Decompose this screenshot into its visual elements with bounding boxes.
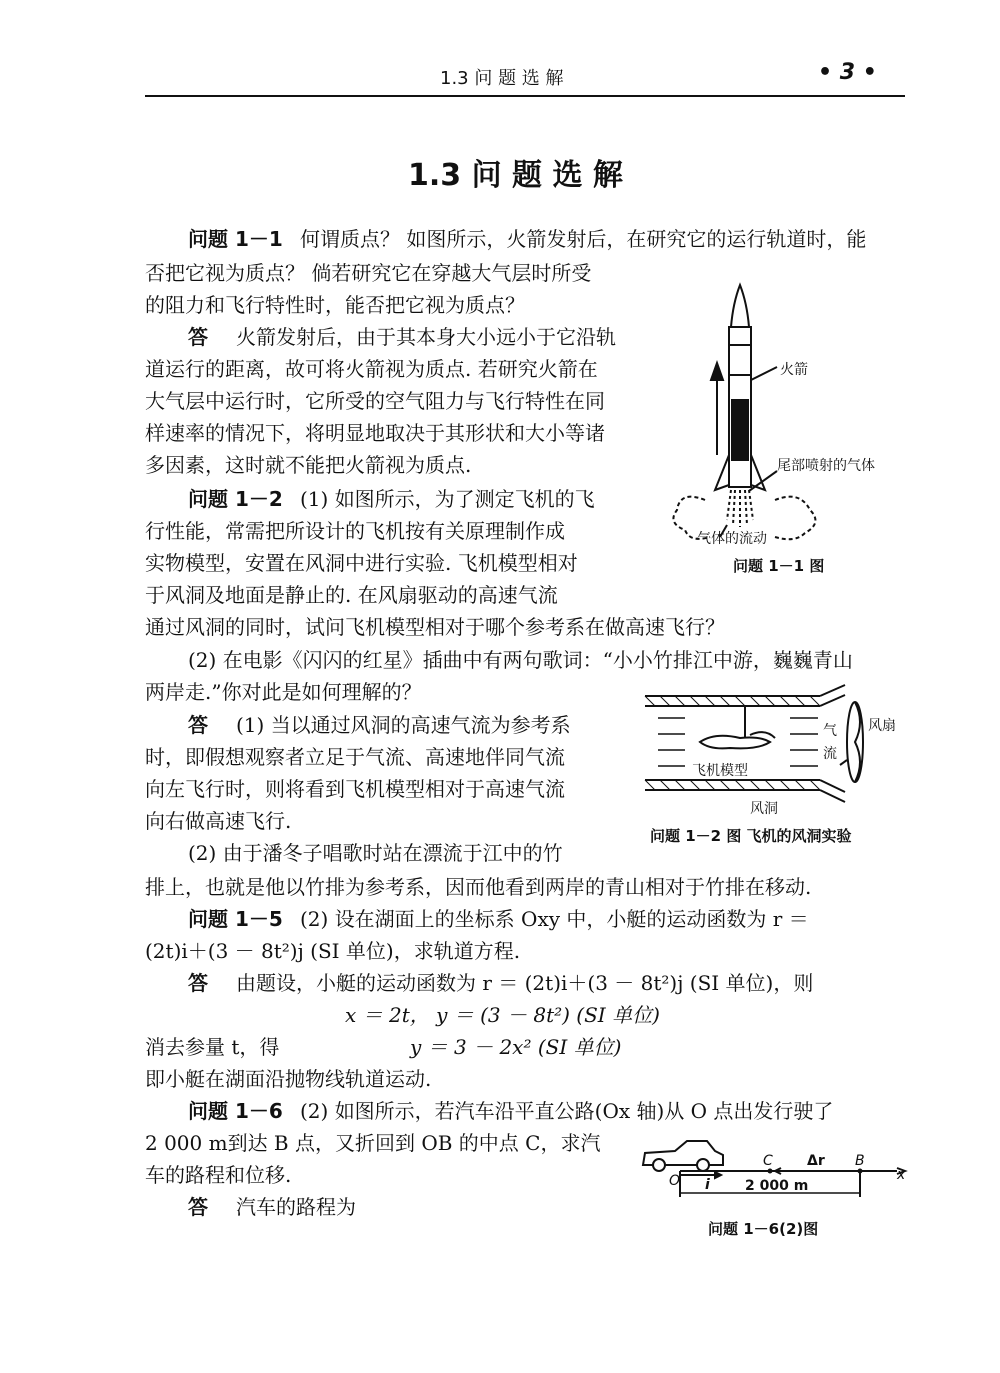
answer-label: 答 bbox=[188, 1195, 208, 1219]
section-title: 1.3 问 题 选 解 bbox=[408, 158, 623, 193]
text-line: 排上，也就是他以竹排为参考系，因而他看到两岸的青山相对于竹排在移动. bbox=[145, 875, 812, 899]
page-number: • 3 • bbox=[818, 60, 877, 85]
text-line: 消去参量 t，得 bbox=[145, 1035, 280, 1059]
figure-caption: 问题 1－6(2)图 bbox=[708, 1220, 819, 1238]
label-dr: Δr bbox=[807, 1153, 825, 1169]
wind-tunnel-figure bbox=[640, 680, 910, 820]
text-line: 样速率的情况下，将明显地取决于其形状和大小等诸 bbox=[145, 421, 605, 445]
text-line: 由题设，小艇的运动函数为 r ＝ (2t)i＋(3 － 8t²)j (SI 单位)，则 bbox=[236, 971, 814, 995]
text-line: 通过风洞的同时，试问飞机模型相对于哪个参考系在做高速飞行？ bbox=[145, 615, 725, 639]
text-line: 两岸走.”你对此是如何理解的？ bbox=[145, 680, 422, 704]
problem-label: 问题 1－6 bbox=[188, 1099, 283, 1123]
rocket-nose bbox=[731, 285, 749, 327]
text-line: 向右做高速飞行. bbox=[145, 809, 292, 833]
rocket-label: 火箭 bbox=[780, 362, 808, 378]
airplane-model bbox=[700, 736, 770, 749]
label-i: i bbox=[705, 1177, 710, 1193]
figure-caption: 问题 1－1 图 bbox=[733, 557, 825, 575]
text-line: 向左飞行时，则将看到飞机模型相对于高速气流 bbox=[145, 777, 565, 801]
label-C: C bbox=[763, 1153, 773, 1169]
header-rule bbox=[145, 95, 905, 97]
label-x: x bbox=[897, 1167, 906, 1183]
car-axis-figure bbox=[635, 1135, 915, 1205]
airflow-label: 气 bbox=[823, 723, 837, 739]
text-line: 行性能，常需把所设计的飞机按有关原理制作成 bbox=[145, 519, 565, 543]
exhaust-label: 尾部喷射的气体 bbox=[777, 458, 875, 474]
text-line: 时，即假想观察者立足于气流、高速地伴同气流 bbox=[145, 745, 565, 769]
label-B: B bbox=[855, 1153, 865, 1169]
fan-label: 风扇 bbox=[868, 718, 896, 734]
text-line: 道运行的距离，故可将火箭视为质点. 若研究火箭在 bbox=[145, 357, 598, 381]
answer-label: 答 bbox=[188, 325, 208, 349]
text-line: 火箭发射后，由于其本身大小远小于它沿轨 bbox=[236, 325, 616, 349]
point-B bbox=[858, 1169, 863, 1174]
text-line: (2t)i＋(3 － 8t²)j (SI 单位)，求轨道方程. bbox=[145, 939, 521, 963]
equation: y ＝ 3 － 2x² (SI 单位) bbox=[410, 1035, 622, 1059]
airflow-label: 流 bbox=[823, 746, 837, 762]
text-line: 车的路程和位移. bbox=[145, 1163, 292, 1187]
text-line: 即小艇在湖面沿抛物线轨道运动. bbox=[145, 1067, 432, 1091]
problem-label: 问题 1－5 bbox=[188, 907, 283, 931]
text-line: 大气层中运行时，它所受的空气阻力与飞行特性在同 bbox=[145, 389, 605, 413]
text-line: 汽车的路程为 bbox=[236, 1195, 356, 1219]
equation: x ＝ 2t， y ＝ (3 － 8t²) (SI 单位) bbox=[345, 1003, 660, 1027]
text-line: (1) 如图所示，为了测定飞机的飞 bbox=[300, 487, 595, 511]
model-label: 飞机模型 bbox=[692, 763, 748, 779]
figure-caption: 问题 1－2 图 飞机的风洞实验 bbox=[650, 827, 852, 845]
answer-label: 答 bbox=[188, 971, 208, 995]
label-O: O bbox=[669, 1173, 681, 1189]
text-line: 多因素，这时就不能把火箭视为质点. bbox=[145, 453, 472, 477]
text-line: 否把它视为质点？ 倘若研究它在穿越大气层时所受 bbox=[145, 261, 592, 285]
text-line: 实物模型，安置在风洞中进行实验. 飞机模型相对 bbox=[145, 551, 578, 575]
text-line: (2) 在电影《闪闪的红星》插曲中有两句歌词：“小小竹排江中游，巍巍青山 bbox=[188, 648, 853, 672]
problem-label: 问题 1－2 bbox=[188, 487, 283, 511]
text-line: 何谓质点？ 如图所示，火箭发射后，在研究它的运行轨道时，能 bbox=[300, 227, 867, 251]
flow-label: 气体的流动 bbox=[697, 531, 767, 547]
text-line: (2) 如图所示，若汽车沿平直公路(Ox 轴)从 O 点出发行驶了 bbox=[300, 1099, 834, 1123]
text-line: 2 000 m到达 B 点，又折回到 OB 的中点 C，求汽 bbox=[145, 1131, 601, 1155]
text-line: 于风洞及地面是静止的. 在风扇驱动的高速气流 bbox=[145, 583, 558, 607]
running-header: 1.3 问 题 选 解 bbox=[440, 68, 564, 89]
exhaust-plume bbox=[727, 490, 753, 527]
distance-label: 2 000 m bbox=[745, 1178, 809, 1194]
text-line: (2) 由于潘冬子唱歌时站在漂流于江中的竹 bbox=[188, 841, 563, 865]
problem-label: 问题 1－1 bbox=[188, 227, 283, 251]
rocket-figure bbox=[665, 275, 925, 550]
text-line: 的阻力和飞行特性时，能否把它视为质点？ bbox=[145, 293, 525, 317]
answer-label: 答 bbox=[188, 713, 208, 737]
rocket-fin-left bbox=[715, 455, 729, 490]
text-line: (2) 设在湖面上的坐标系 Oxy 中，小艇的运动函数为 r ＝ bbox=[300, 907, 809, 931]
point-C bbox=[768, 1169, 773, 1174]
tunnel-label: 风洞 bbox=[750, 801, 778, 817]
text-line: (1) 当以通过风洞的高速气流为参考系 bbox=[236, 713, 571, 737]
